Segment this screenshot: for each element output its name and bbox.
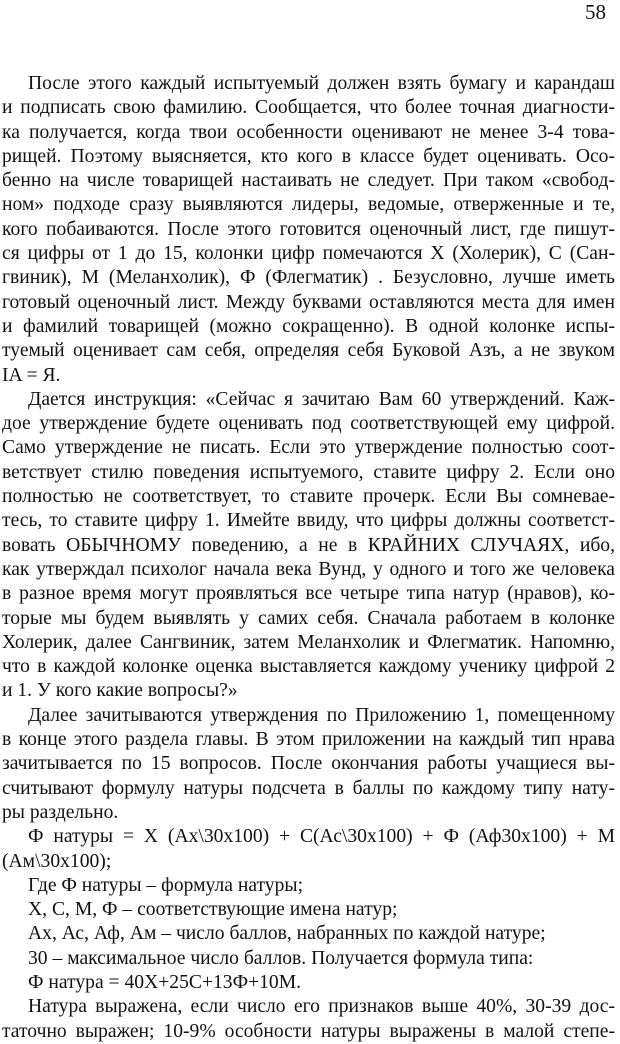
body-text	[2, 72, 615, 1044]
text-line: кого побаиваются. После этого готовится оценочный лист, где пишут-	[2, 218, 615, 240]
text-line: Ф натуры = Х (Ах\30х100) + С(Ас\30х100) + Ф (Аф30х100) + М	[28, 826, 615, 848]
text-line: бенно на числе товарищей настаивать не следует. При таком «свобод-	[2, 170, 615, 192]
page-number: 58	[585, 0, 606, 24]
text-line: тесь, то ставите цифру 1. Имейте ввиду, что цифры должны соответст-	[2, 510, 615, 532]
text-line: считывают формулу натуры подсчета в баллы по каждому типу нату-	[2, 777, 615, 799]
text-line: 30 – максимальное число баллов. Получается формула типа:	[28, 947, 534, 969]
text-line: ном» подходе сразу выявляются лидеры, ведомые, отверженные и те,	[2, 194, 615, 216]
text-line: ся цифры от 1 до 15, колонки цифр помечаются Х (Холерик), С (Сан-	[2, 243, 615, 265]
text-line: что в каждой колонке оценка выставляется каждому ученику цифрой 2	[2, 656, 615, 678]
text-line: в конце этого раздела главы. В этом приложении на каждый тип нрава	[2, 729, 615, 751]
text-line: Натура выражена, если число его признаков выше 40%, 30-39 дос-	[28, 996, 615, 1018]
text-line: в разное время могут проявляться все четыре типа натур (нравов), ко-	[2, 583, 615, 605]
text-line: Ф натура = 40Х+25С+13Ф+10М.	[28, 971, 302, 993]
text-line: Далее зачитываются утверждения по Приложению 1, помещенному	[28, 704, 615, 726]
text-line: IA = Я.	[2, 364, 61, 386]
text-line: и подписать свою фамилию. Сообщается, что более точная диагности-	[2, 97, 615, 119]
text-line: (Ам\30х100);	[2, 850, 112, 872]
text-line: торые мы будем выявлять у самих себя. Сначала работаем в колонке	[2, 607, 615, 629]
text-line: Где Ф натуры – формула натуры;	[28, 874, 304, 896]
text-line: Само утверждение не писать. Если это утверждение полностью соот-	[2, 437, 615, 459]
text-line: полностью не соответствует, то ставите прочерк. Если Вы сомневае-	[2, 486, 615, 508]
text-line: После этого каждый испытуемый должен взять бумагу и карандаш	[28, 73, 615, 94]
text-line: таточно выражен; 10-9% особности натуры выражены в малой степе-	[2, 1020, 615, 1042]
text-line: Ах, Ас, Аф, Ам – число баллов, набранных по каждой натуре;	[28, 923, 546, 945]
text-line: туемый оценивает сам себя, определяя себя Буковой Азъ, а не звуком	[2, 340, 615, 362]
text-line: готовый оценочный лист. Между буквами оставляются места для имен	[2, 291, 615, 313]
text-line: Холерик, далее Сангвиник, затем Меланхолик и Флегматик. Напомню,	[2, 631, 615, 653]
text-line: дое утверждение будете оценивать под соответствующей ему цифрой.	[2, 413, 615, 435]
text-line: и 1. У кого какие вопросы?»	[2, 680, 238, 702]
text-line: и фамилий товарищей (можно сокращенно). В одной колонке испы-	[2, 315, 615, 337]
text-line: вовать ОБЫЧНОМУ поведению, а не в КРАЙНИХ СЛУЧАЯХ, ибо,	[2, 534, 615, 556]
text-line: ры раздельно.	[2, 801, 119, 823]
text-line: ветствует стилю поведения испытуемого, ставите цифру 2. Если оно	[2, 461, 615, 483]
text-line: Х, С, М, Ф – соответствующие имена натур;	[28, 899, 398, 921]
text-line: ка получается, когда твои особенности оценивают не менее 3-4 това-	[2, 121, 615, 143]
text-line: гвиник), М (Меланхолик), Ф (Флегматик) . Безусловно, лучше иметь	[2, 267, 615, 289]
text-line: Дается инструкция: «Сейчас я зачитаю Вам 60 утверждений. Каж-	[28, 388, 615, 410]
text-line: зачитывается по 15 вопросов. После окончания работы учащиеся вы-	[2, 753, 615, 775]
text-line: как утверждал психолог начала века Вунд, у одного и того же человека	[2, 558, 615, 580]
text-line: рищей. Поэтому выясняется, кто кого в классе будет оценивать. Осо-	[2, 145, 615, 167]
